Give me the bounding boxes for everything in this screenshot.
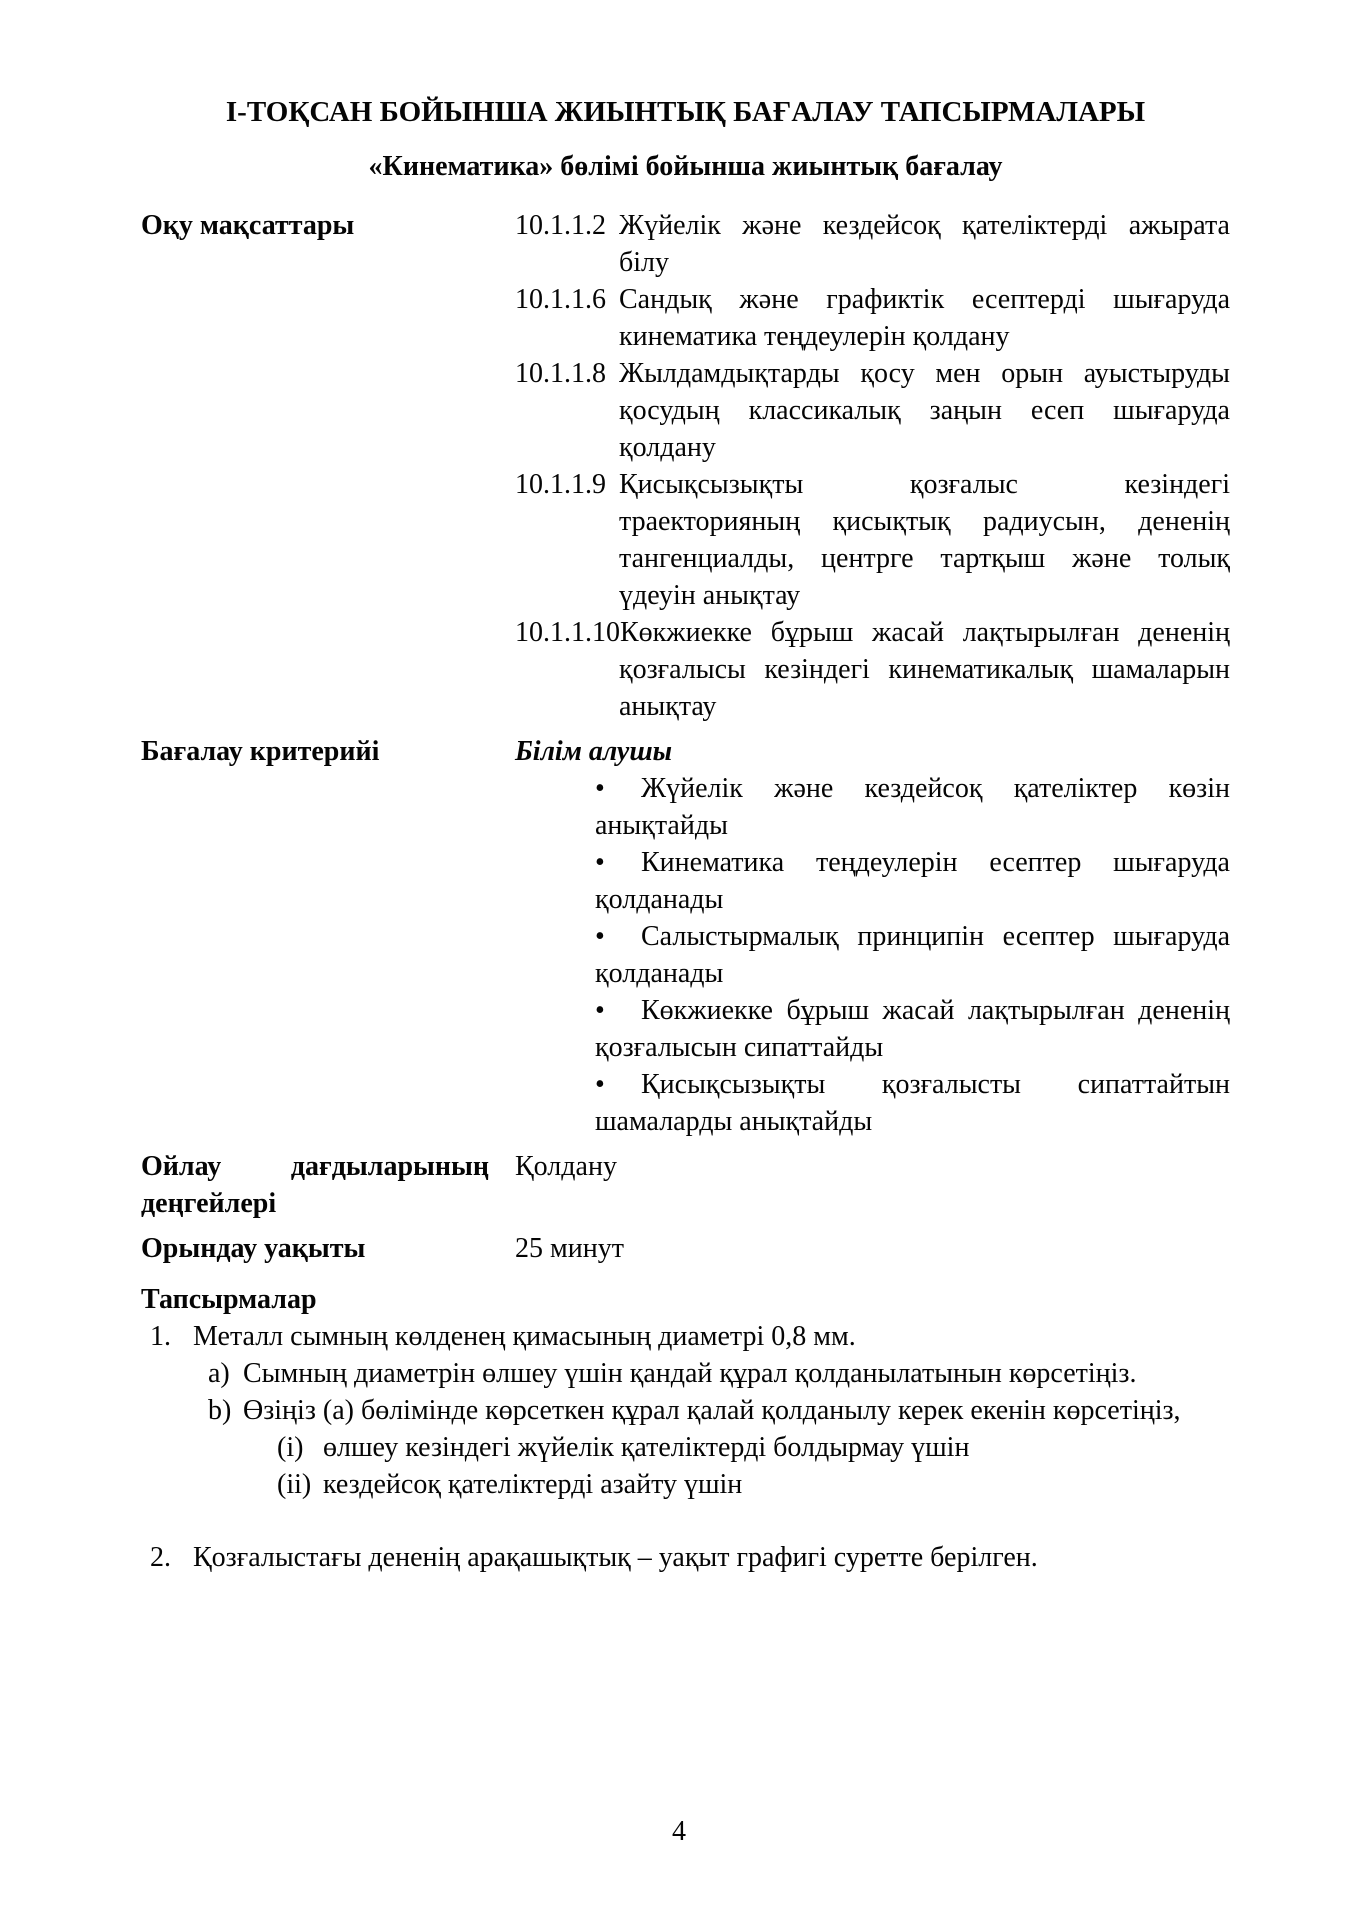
label-thinking-skills: [141, 1148, 515, 1222]
objective-text: Көкжиекке бұрыш жасай лақтырылған дененің: [620, 617, 1230, 648]
tasks-section: [141, 1281, 1230, 1576]
objective-number: 10.1.1.2: [515, 210, 606, 241]
criteria-heading: Білім алушы: [515, 736, 673, 767]
bullet-icon: •: [595, 995, 605, 1026]
task-main-row: [141, 1318, 1230, 1355]
objective-text-line: қосудың классикалық заңын есеп шығаруда: [619, 395, 1230, 426]
bullet-icon: •: [595, 847, 605, 878]
bullet-text: Көкжиекке бұрыш жасай лақтырылған дененің: [641, 995, 1230, 1026]
criteria-bullet-item: [515, 918, 1230, 992]
objective-text-line: кинематика теңдеулерін қолдану: [619, 321, 1010, 352]
objective-text-line: траекторияның қисықтық радиусын, дененің: [619, 506, 1230, 537]
subitem-marker: b): [208, 1395, 232, 1426]
objective-item: [515, 466, 1230, 614]
task-subsubitem: [141, 1466, 1230, 1503]
objective-text-line: қозғалысы кезіндегі кинематикалық шамаларын: [619, 654, 1230, 685]
objective-text-line: үдеуін анықтау: [619, 580, 801, 611]
bullet-text-line: анықтайды: [595, 810, 728, 841]
row-learning-objectives: [141, 207, 1230, 725]
objective-text: Жылдамдықтарды қосу мен орын ауыстыруды: [619, 358, 1230, 389]
task-subitem: [141, 1355, 1230, 1392]
objective-first-line: [515, 355, 1230, 392]
objective-first-line: [515, 207, 1230, 244]
page-number: 4: [672, 1816, 686, 1847]
page-subtitle: «Кинематика» бөлімі бойынша жиынтық бағалау: [368, 151, 1003, 182]
objective-number: 10.1.1.8: [515, 358, 606, 389]
subitem-text: Сымның диаметрін өлшеу үшін қандай құрал қолданылатынын көрсетіңіз.: [243, 1358, 1137, 1389]
subitem-marker: a): [208, 1358, 230, 1389]
subsubitem-marker: (ii): [277, 1469, 312, 1500]
tasks-heading: Тапсырмалар: [141, 1284, 317, 1315]
duration-value: 25 минут: [515, 1233, 624, 1264]
task-item: [141, 1539, 1230, 1576]
bullet-text-line: қозғалысын сипаттайды: [595, 1032, 884, 1063]
row-duration: [141, 1230, 1230, 1267]
thinking-skills-label-line2: деңгейлері: [141, 1188, 277, 1219]
bullet-text: Кинематика теңдеулерін есептер шығаруда: [641, 847, 1230, 878]
bullet-icon: •: [595, 921, 605, 952]
criteria-bullet-item: [515, 1066, 1230, 1140]
objective-number: 10.1.1.9: [515, 469, 606, 500]
criteria-bullets-list: [515, 770, 1230, 1140]
bullet-text-line: қолданады: [595, 884, 724, 915]
label-assessment-criteria: Бағалау критерийі: [141, 736, 380, 767]
task-text: Қозғалыстағы дененің арақашықтық – уақыт графигі суретте берілген.: [193, 1542, 1038, 1573]
label-duration: Орындау уақыты: [141, 1233, 366, 1264]
subsubitem-text: өлшеу кезіндегі жүйелік қателіктерді болдырмау үшін: [323, 1432, 970, 1463]
row-thinking-skills: [141, 1148, 1230, 1222]
objective-first-line: [515, 281, 1230, 318]
objective-text-line: анықтау: [619, 691, 717, 722]
bullet-icon: •: [595, 773, 605, 804]
thinking-skills-label-line1: Ойлау дағдыларының: [141, 1151, 489, 1182]
objective-text-line: білу: [619, 247, 669, 278]
criteria-bullet-item: [515, 770, 1230, 844]
subsubitem-text: кездейсоқ қателіктерді азайту үшін: [323, 1469, 743, 1500]
objective-text: Қисықсызықты қозғалыс кезіндегі: [619, 469, 1230, 500]
criteria-content: [515, 733, 1230, 1140]
objective-first-line: [515, 614, 1230, 651]
bullet-icon: •: [595, 1069, 605, 1100]
bullet-text-line: шамаларды анықтайды: [595, 1106, 873, 1137]
bullet-first-line: [595, 992, 1230, 1029]
bullet-first-line: [595, 844, 1230, 881]
tasks-list: [141, 1318, 1230, 1576]
bullet-first-line: [595, 770, 1230, 807]
task-main-row: [141, 1539, 1230, 1576]
objectives-list: [515, 207, 1230, 725]
bullet-text: Жүйелік және кездейсоқ қателіктер көзін: [641, 773, 1230, 804]
info-table: [141, 207, 1230, 1267]
objective-text: Сандық және графиктік есептерді шығаруда: [619, 284, 1230, 315]
bullet-first-line: [595, 1066, 1230, 1103]
page-title: І-ТОҚСАН БОЙЫНША ЖИЫНТЫҚ БАҒАЛАУ ТАПСЫРМАЛАРЫ: [225, 96, 1146, 128]
thinking-skills-value: Қолдану: [515, 1151, 617, 1182]
objective-text-line: тангенциалды, центрге тартқыш және толық: [619, 543, 1230, 574]
page-content: [141, 92, 1230, 1576]
objective-text: Жүйелік және кездейсоқ қателіктерді ажырата: [619, 210, 1230, 241]
bullet-text: Салыстырмалық принципін есептер шығаруда: [641, 921, 1230, 952]
task-number: 1.: [150, 1321, 171, 1352]
task-subsubitem: [141, 1429, 1230, 1466]
bullet-text: Қисықсызықты қозғалысты сипаттайтын: [641, 1069, 1230, 1100]
objective-number: 10.1.1.10: [515, 617, 620, 648]
objective-item: [515, 281, 1230, 355]
row-assessment-criteria: [141, 733, 1230, 1140]
bullet-text-line: қолданады: [595, 958, 724, 989]
task-item: [141, 1318, 1230, 1503]
objective-number: 10.1.1.6: [515, 284, 606, 315]
task-number: 2.: [150, 1542, 171, 1573]
objective-item: [515, 207, 1230, 281]
objective-first-line: [515, 466, 1230, 503]
bullet-first-line: [595, 918, 1230, 955]
criteria-bullet-item: [515, 844, 1230, 918]
subitem-text: Өзіңіз (а) бөлімінде көрсеткен құрал қалай қолданылу керек екенін көрсетіңіз,: [243, 1395, 1181, 1426]
objective-text-line: қолдану: [619, 432, 716, 463]
task-subitem: [141, 1392, 1230, 1429]
subsubitem-marker: (i): [277, 1432, 304, 1463]
objective-item: [515, 355, 1230, 466]
task-text: Металл сымның көлденең қимасының диаметрі 0,8 мм.: [193, 1321, 856, 1352]
objective-item: [515, 614, 1230, 725]
label-learning-objectives: Оқу мақсаттары: [141, 210, 355, 241]
criteria-bullet-item: [515, 992, 1230, 1066]
